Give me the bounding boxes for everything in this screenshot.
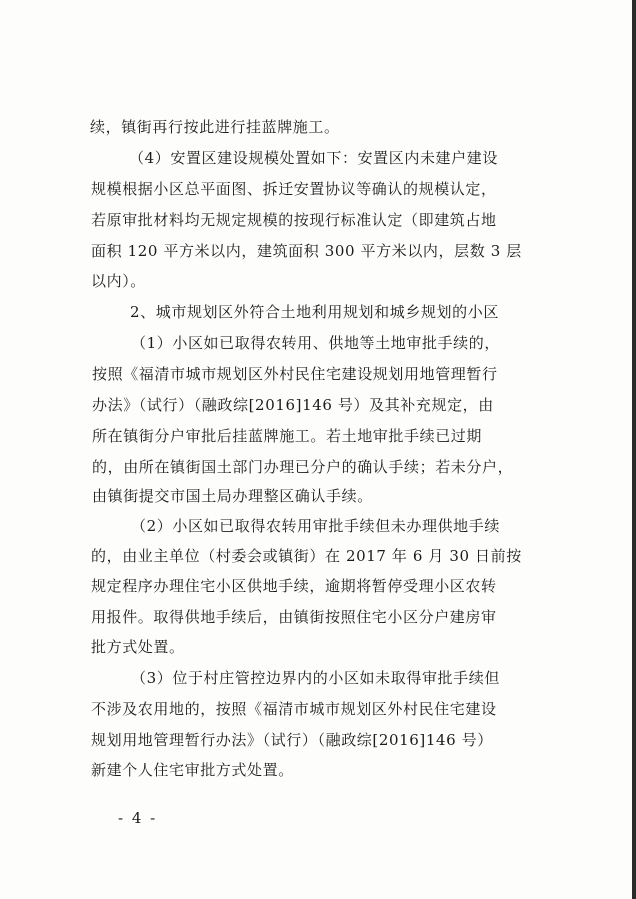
body-line-16: 规定程序办理住宅小区供地手续，逾期将暂停受理小区农转 [91,577,497,595]
body-line-15: 的，由业主单位（村委会或镇街）在 2017 年 6 月 30 日前按 [91,547,522,565]
body-line-18: 批方式处置。 [91,638,185,656]
body-line-21: 规划用地管理暂行办法》（试行）（融政综[2016]146 号） [91,731,493,749]
body-line-5: 面积 120 平方米以内，建筑面积 300 平方米以内，层数 3 层 [91,242,522,260]
body-line-8: （1）小区如已取得农转用、供地等土地审批手续的， [131,334,500,352]
body-line-7: 2、城市规划区外符合土地利用规划和城乡规划的小区 [130,303,499,321]
page-number: - 4 - [118,809,158,827]
body-line-11: 所在镇街分户审批后挂蓝牌施工。若土地审批手续已过期 [92,427,483,445]
body-line-3: 规模根据小区总平面图、拆迁安置协议等确认的规模认定， [91,180,497,198]
body-line-20: 不涉及农用地的，按照《福清市城市规划区外村民住宅建设 [91,700,497,718]
body-line-1: 续，镇街再行按此进行挂蓝牌施工。 [90,118,340,136]
body-line-4: 若原审批材料均无规定规模的按现行标准认定（即建筑占地 [91,211,497,229]
body-line-12: 的，由所在镇街国土部门办理已分户的确认手续；若未分户， [92,458,514,476]
body-line-17: 用报件。取得供地手续后，由镇街按照住宅小区分户建房审 [91,608,497,626]
body-line-22: 新建个人住宅审批方式处置。 [91,761,294,779]
body-line-19: （3）位于村庄管控边界内的小区如未取得审批手续但 [131,669,500,687]
scan-edge [632,0,636,899]
body-line-2: （4）安置区建设规模处置如下：安置区内未建户建设 [129,149,498,167]
body-line-10: 办法》（试行）（融政综[2016]146 号）及其补充规定，由 [92,396,494,414]
body-line-9: 按照《福清市城市规划区外村民住宅建设规划用地管理暂行 [92,365,498,383]
body-line-14: （2）小区如已取得农转用审批手续但未办理供地手续 [131,517,500,535]
body-line-6: 以内）。 [91,272,146,290]
body-line-13: 由镇街提交市国土局办理整区确认手续。 [92,487,373,505]
